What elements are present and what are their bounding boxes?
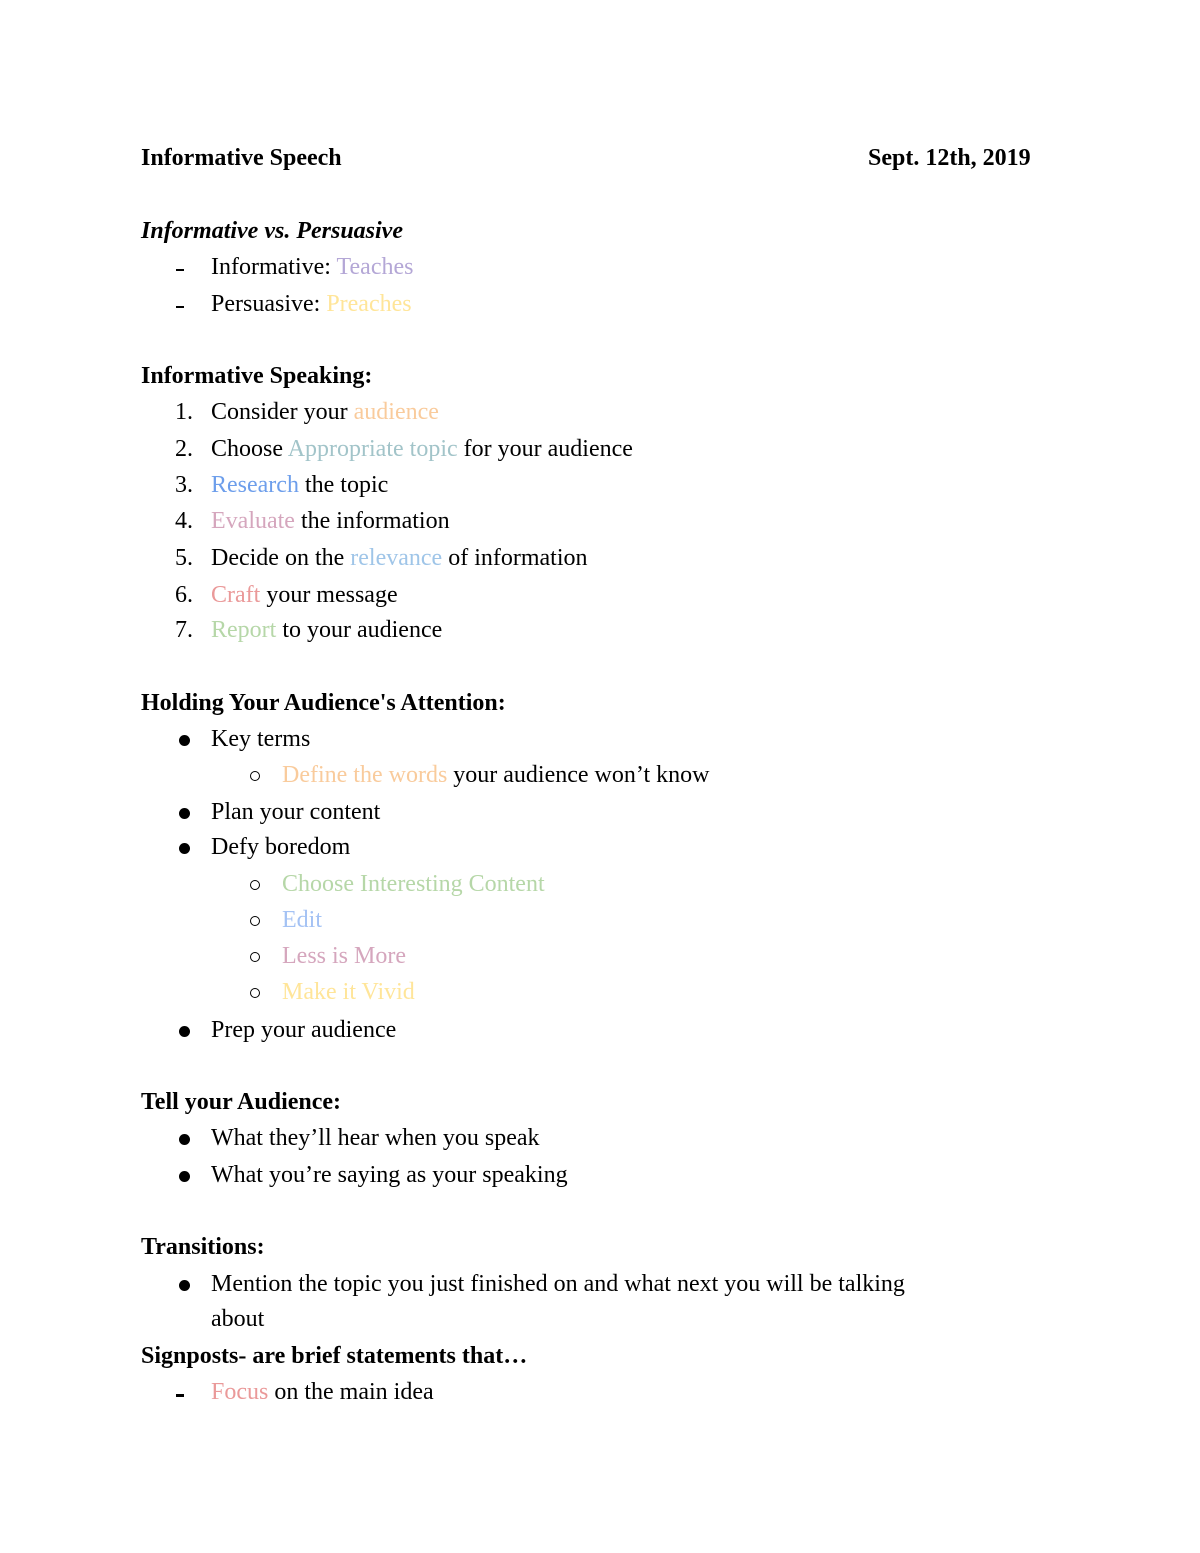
bullet-ring bbox=[250, 916, 260, 926]
list-item: What they’ll hear when you speak bbox=[211, 1125, 540, 1151]
bullet-dot bbox=[179, 1134, 190, 1145]
list-item-define-words: Define the words your audience won’t know bbox=[282, 762, 710, 788]
highlight-report: Report bbox=[211, 617, 277, 643]
bullet-ring bbox=[250, 988, 260, 998]
bullet-dot bbox=[179, 1026, 190, 1037]
section-heading-transitions: Transitions: bbox=[141, 1234, 265, 1260]
document-date: Sept. 12th, 2019 bbox=[868, 145, 1031, 171]
bullet-ring bbox=[250, 952, 260, 962]
list-item: What you’re saying as your speaking bbox=[211, 1162, 568, 1188]
list-number: 3. bbox=[175, 472, 193, 498]
highlight-relevance: relevance bbox=[350, 545, 443, 571]
list-item: Research the topic bbox=[211, 472, 389, 498]
list-number: 4. bbox=[175, 508, 193, 534]
list-item-informative: Informative: Teaches bbox=[211, 254, 414, 280]
bullet-dot bbox=[179, 735, 190, 746]
list-item-persuasive: Persuasive: Preaches bbox=[211, 291, 412, 317]
bullet-dot bbox=[179, 843, 190, 854]
list-item: Craft your message bbox=[211, 582, 398, 608]
dash-bullet bbox=[176, 1394, 184, 1397]
list-item-transitions-line1: Mention the topic you just finished on and what next you will be talking bbox=[211, 1271, 905, 1297]
highlight-edit: Edit bbox=[282, 907, 322, 933]
list-number: 5. bbox=[175, 545, 193, 571]
section-heading-signposts: Signposts- are brief statements that… bbox=[141, 1343, 528, 1369]
highlight-focus: Focus bbox=[211, 1379, 269, 1405]
bullet-dot bbox=[179, 1171, 190, 1182]
list-item-focus: Focus on the main idea bbox=[211, 1379, 434, 1405]
section-heading-holding-attention: Holding Your Audience's Attention: bbox=[141, 690, 506, 716]
list-item-defy-boredom: Defy boredom bbox=[211, 834, 351, 860]
highlight-audience: audience bbox=[353, 399, 439, 425]
list-number: 2. bbox=[175, 436, 193, 462]
highlight-preaches: Preaches bbox=[326, 291, 412, 317]
document-title: Informative Speech bbox=[141, 145, 342, 171]
section-heading-tell-audience: Tell your Audience: bbox=[141, 1089, 342, 1115]
dash-bullet bbox=[176, 269, 184, 271]
list-item: Decide on the relevance of information bbox=[211, 545, 588, 571]
bullet-dot bbox=[179, 1280, 190, 1291]
list-item: Report to your audience bbox=[211, 617, 443, 643]
list-item: Choose Appropriate topic for your audience bbox=[211, 436, 633, 462]
list-item-plan-content: Plan your content bbox=[211, 799, 381, 825]
highlight-define-the-words: Define the words bbox=[282, 762, 448, 788]
list-item: Evaluate the information bbox=[211, 508, 450, 534]
list-item-key-terms: Key terms bbox=[211, 726, 311, 752]
bullet-dot bbox=[179, 808, 190, 819]
dash-bullet bbox=[176, 306, 184, 308]
highlight-evaluate: Evaluate bbox=[211, 508, 295, 534]
highlight-less-is-more: Less is More bbox=[282, 943, 406, 969]
highlight-teaches: Teaches bbox=[336, 254, 414, 280]
highlight-choose-interesting-content: Choose Interesting Content bbox=[282, 871, 545, 897]
list-item: Consider your audience bbox=[211, 399, 439, 425]
section-heading-informative-speaking: Informative Speaking: bbox=[141, 363, 373, 389]
section-heading-informative-vs-persuasive: Informative vs. Persuasive bbox=[141, 218, 403, 244]
list-number: 6. bbox=[175, 582, 193, 608]
list-item-prep-audience: Prep your audience bbox=[211, 1017, 397, 1043]
bullet-ring bbox=[250, 771, 260, 781]
highlight-make-it-vivid: Make it Vivid bbox=[282, 979, 415, 1005]
list-item-transitions-line2: about bbox=[211, 1306, 265, 1332]
list-number: 7. bbox=[175, 617, 193, 643]
list-number: 1. bbox=[175, 399, 193, 425]
highlight-appropriate-topic: Appropriate topic bbox=[287, 436, 458, 462]
highlight-craft: Craft bbox=[211, 582, 261, 608]
highlight-research: Research bbox=[211, 472, 299, 498]
bullet-ring bbox=[250, 880, 260, 890]
